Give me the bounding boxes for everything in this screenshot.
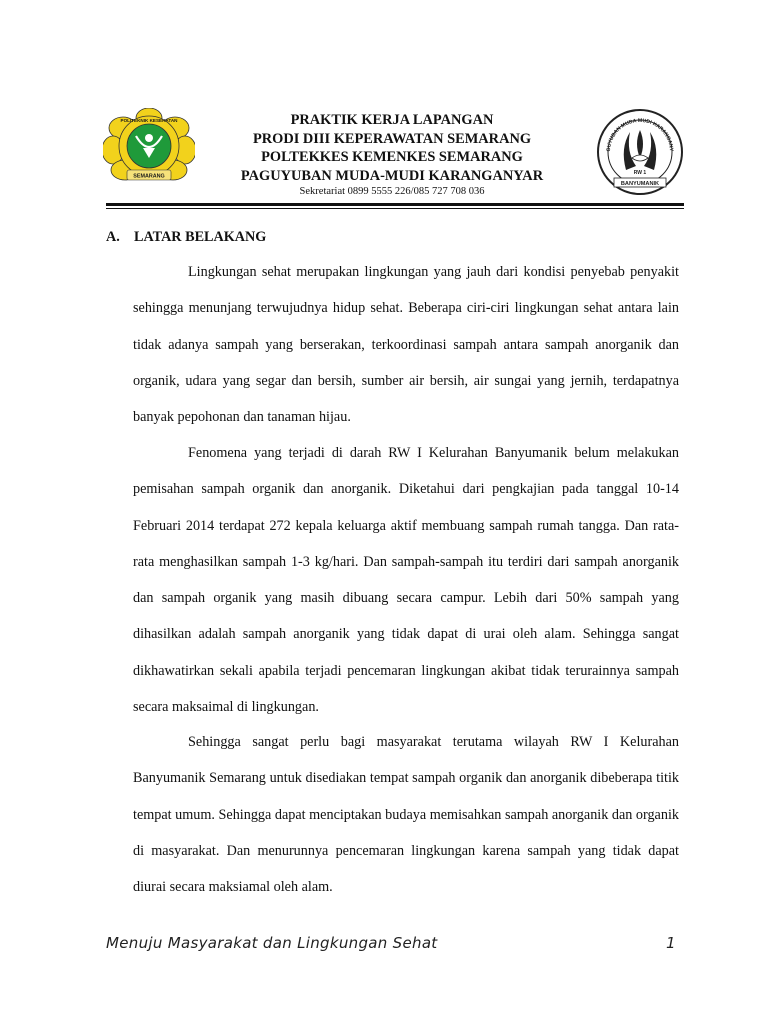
page-number: 1 (666, 934, 676, 952)
body-paragraph-3: Sehingga sangat perlu bagi masyarakat terutama wilayah RW I Kelurahan Banyumanik Semarang untuk disediakan tempat sampah organik dan anorganik dibeberapa titik tempat umum. Sehingga dapat menciptakan budaya memisahkan sampah anorganik dan organik di masyarakat. Dan menurunnya pencemaran lingkungan karena sampah yang tidak dapat diurai secara maksiamal oleh alam. (133, 734, 679, 896)
footer-title: Menuju Masyarakat dan Lingkungan Sehat (106, 934, 438, 952)
letterhead-title-block (200, 111, 584, 185)
letterhead-divider-thick (106, 203, 684, 206)
body-paragraph-2: Fenomena yang terjadi di darah RW I Kelurahan Banyumanik belum melakukan pemisahan sampah organik dan anorganik. Diketahui dari pengkajian pada tanggal 10-14 Februari 2014 terdapat 272 kepala keluarga aktif membuang sampah rumah tangga. Dan rata-rata menghasilkan sampah 1-3 kg/hari. Dan sampah-sampah itu terdiri dari sampah anorganik dan sampah organik yang masih dibuang secara campur. Lebih dari 50% sampah yang dihasilkan adalah sampah anorganik yang tidak dapat di urai oleh alam. Sehingga sangat dikhawatirkan sekali apabila terjadi pencemaran lingkungan akibat tidak terurainnya sampah secara maksaimal di lingkungan. (133, 445, 679, 716)
paguyuban-karanganyar-logo (596, 108, 684, 196)
letterhead (0, 0, 768, 240)
letterhead-line-2: PRODI DIII KEPERAWATAN SEMARANG (252, 130, 532, 147)
logo-left-ribbon-text: SEMARANG (133, 173, 165, 180)
logo-right-bottom-text: BANYUMANIK (620, 181, 660, 187)
letterhead-line-4: PAGUYUBAN MUDA-MUDI KARANGANYAR (240, 167, 544, 184)
logo-left-arc-text: POLITEKNIK KESEHATAN (120, 118, 178, 123)
section-heading (106, 229, 266, 246)
letterhead-divider-thin (106, 208, 684, 209)
logo-right-arc-text: GUYUBAN MUDA MUDI KARANGANY (605, 117, 675, 152)
secretariat-contact: Sekretariat 0899 5555 226/085 727 708 036 (299, 186, 485, 197)
poltekkes-semarang-logo (103, 108, 195, 186)
section-number: A. (106, 229, 120, 245)
logo-right-inner-text: RW 1 (633, 170, 647, 176)
letterhead-line-3: POLTEKKES KEMENKES SEMARANG (261, 149, 523, 165)
section-title: LATAR BELAKANG (134, 229, 267, 245)
body-paragraph-1: Lingkungan sehat merupakan lingkungan yang jauh dari kondisi penyebab penyakit sehingga menunjang terwujudnya hidup sehat. Beberapa ciri-ciri lingkungan sehat antara lain tidak adanya sampah yang berserakan, terkoordinasi sampah antara sampah anorganik dan organik, udara yang segar dan bersih, sumber air bersih, air sungai yang jernih, terdapatnya banyak pepohonan dan tanaman hijau. (133, 264, 679, 426)
letterhead-line-1: PRAKTIK KERJA LAPANGAN (290, 112, 494, 128)
